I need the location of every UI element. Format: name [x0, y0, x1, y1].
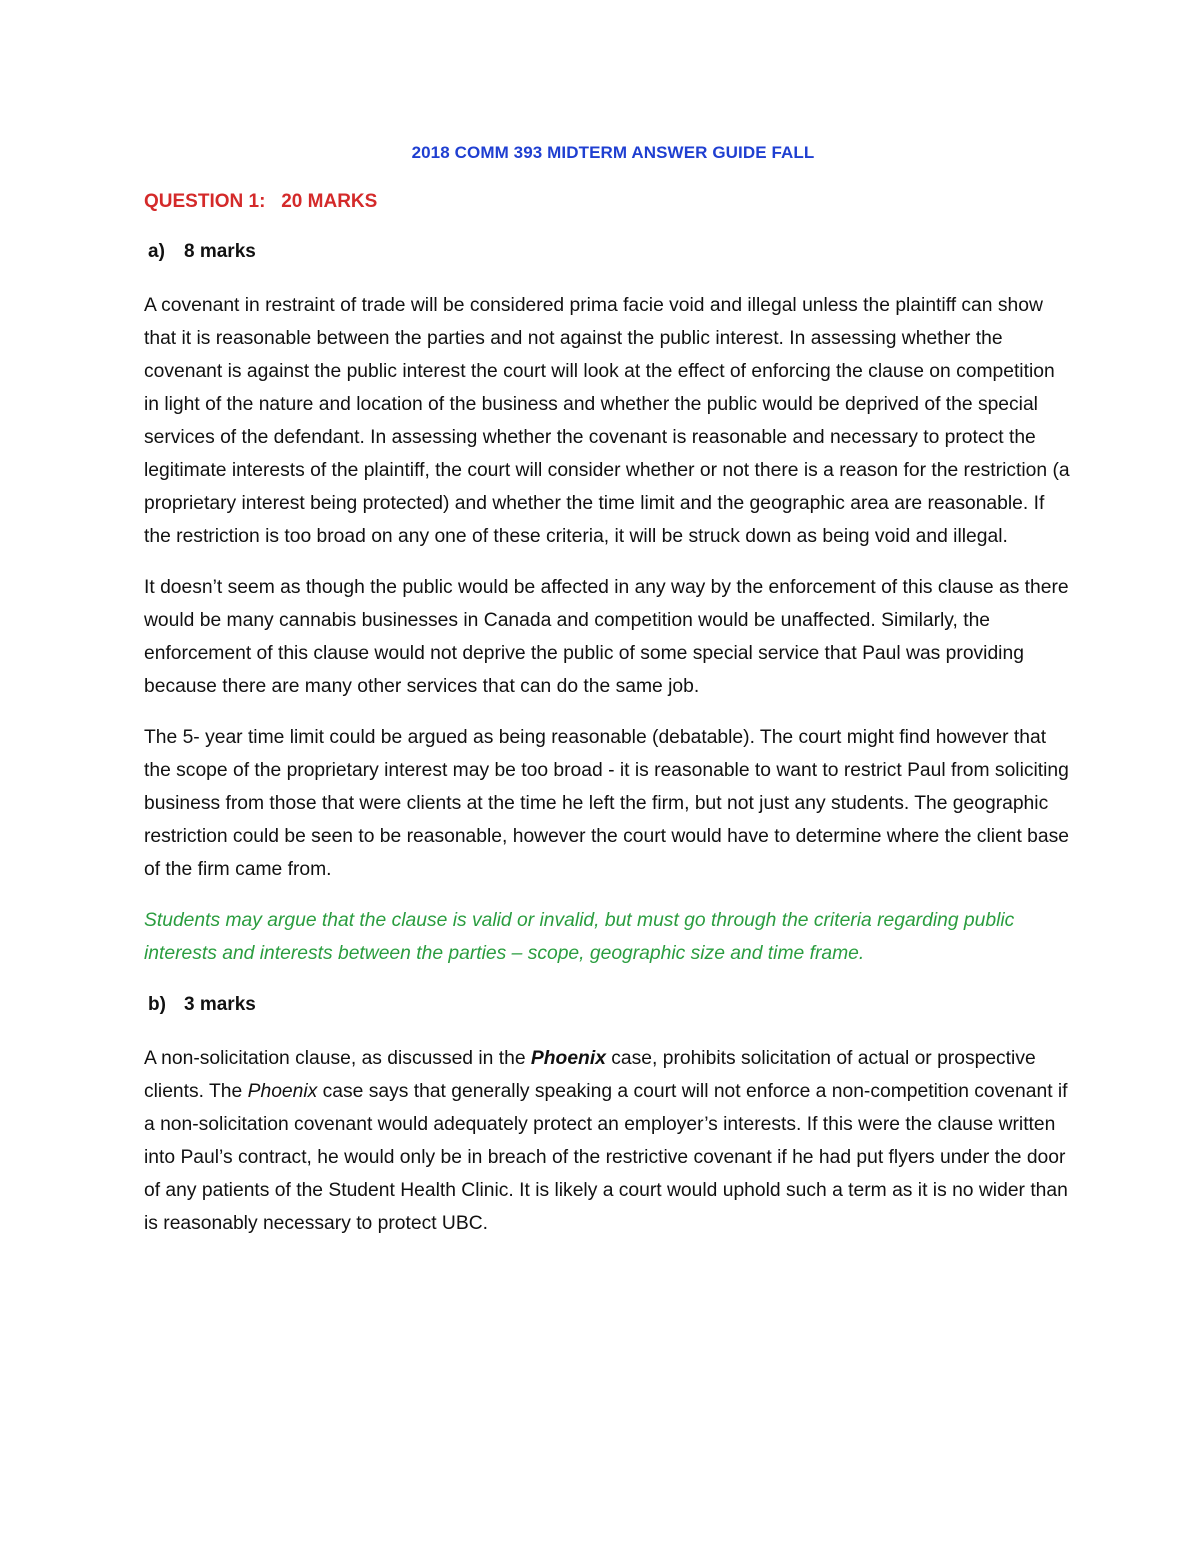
- part-b-heading: [144, 994, 1072, 1016]
- part-a-paragraph-3: The 5- year time limit could be argued as being reasonable (debatable). The court might find however that the scope of the proprietary interest may be too broad - it is reasonable to want to restrict Paul from soliciting business from those that were clients at the time he left the firm, but not just any students. The geographic restriction could be seen to be reasonable, however the court would have to determine where the client base of the firm came from.: [144, 727, 1069, 880]
- part-a-marks: 8 marks: [184, 241, 256, 262]
- part-a-heading: [144, 241, 1072, 263]
- part-a-paragraph-2: It doesn’t seem as though the public would be affected in any way by the enforcement of this clause as there would be many cannabis businesses in Canada and competition would be unaffected. Similarly, the enforcement of this clause would not deprive the public of some special service that Paul was providing because there are many other services that can do the same job.: [144, 577, 1069, 697]
- part-b-marks: 3 marks: [184, 994, 256, 1015]
- marker-note: Students may argue that the clause is valid or invalid, but must go through the criteria regarding public interests and interests between the parties – scope, geographic size and time frame.: [144, 910, 1015, 964]
- document-title: 2018 COMM 393 MIDTERM ANSWER GUIDE FALL: [411, 143, 815, 162]
- part-a-letter: a): [148, 241, 165, 262]
- part-b-text-3: case says that generally speaking a court will not enforce a non-competition covenant if a non-solicitation covenant would adequately protect an employer’s interests. If this were the clause written into Paul’s contract, he would only be in breach of the restrictive covenant if he had put flyers under the door of any patients of the Student Health Clinic. It is likely a court would uphold such a term as it is no wider than is reasonably necessary to protect UBC.: [144, 1081, 1068, 1234]
- part-b-text-2: case, prohibits solicitation of actual or prospective clients. The: [144, 1048, 1036, 1102]
- part-b-paragraph: [144, 1042, 1072, 1240]
- part-b-text-1: A non-solicitation clause, as discussed in the: [144, 1048, 531, 1069]
- case-name-italic: Phoenix: [247, 1081, 318, 1102]
- case-name-bold: Phoenix: [530, 1048, 606, 1069]
- question-1-heading: QUESTION 1: 20 MARKS: [144, 191, 378, 212]
- part-b-letter: b): [148, 994, 166, 1015]
- part-a-paragraph-1: A covenant in restraint of trade will be considered prima facie void and illegal unless the plaintiff can show that it is reasonable between the parties and not against the public interest. In assessing whether the covenant is against the public interest the court will look at the effect of enforcing the clause on competition in light of the nature and location of the business and whether the public would be deprived of the special services of the defendant. In assessing whether the covenant is reasonable and necessary to protect the legitimate interests of the plaintiff, the court will consider whether or not there is a reason for the restriction (a proprietary interest being protected) and whether the time limit and the geographic area are reasonable. If the restriction is too broad on any one of these criteria, it will be struck down as being void and illegal.: [144, 295, 1070, 547]
